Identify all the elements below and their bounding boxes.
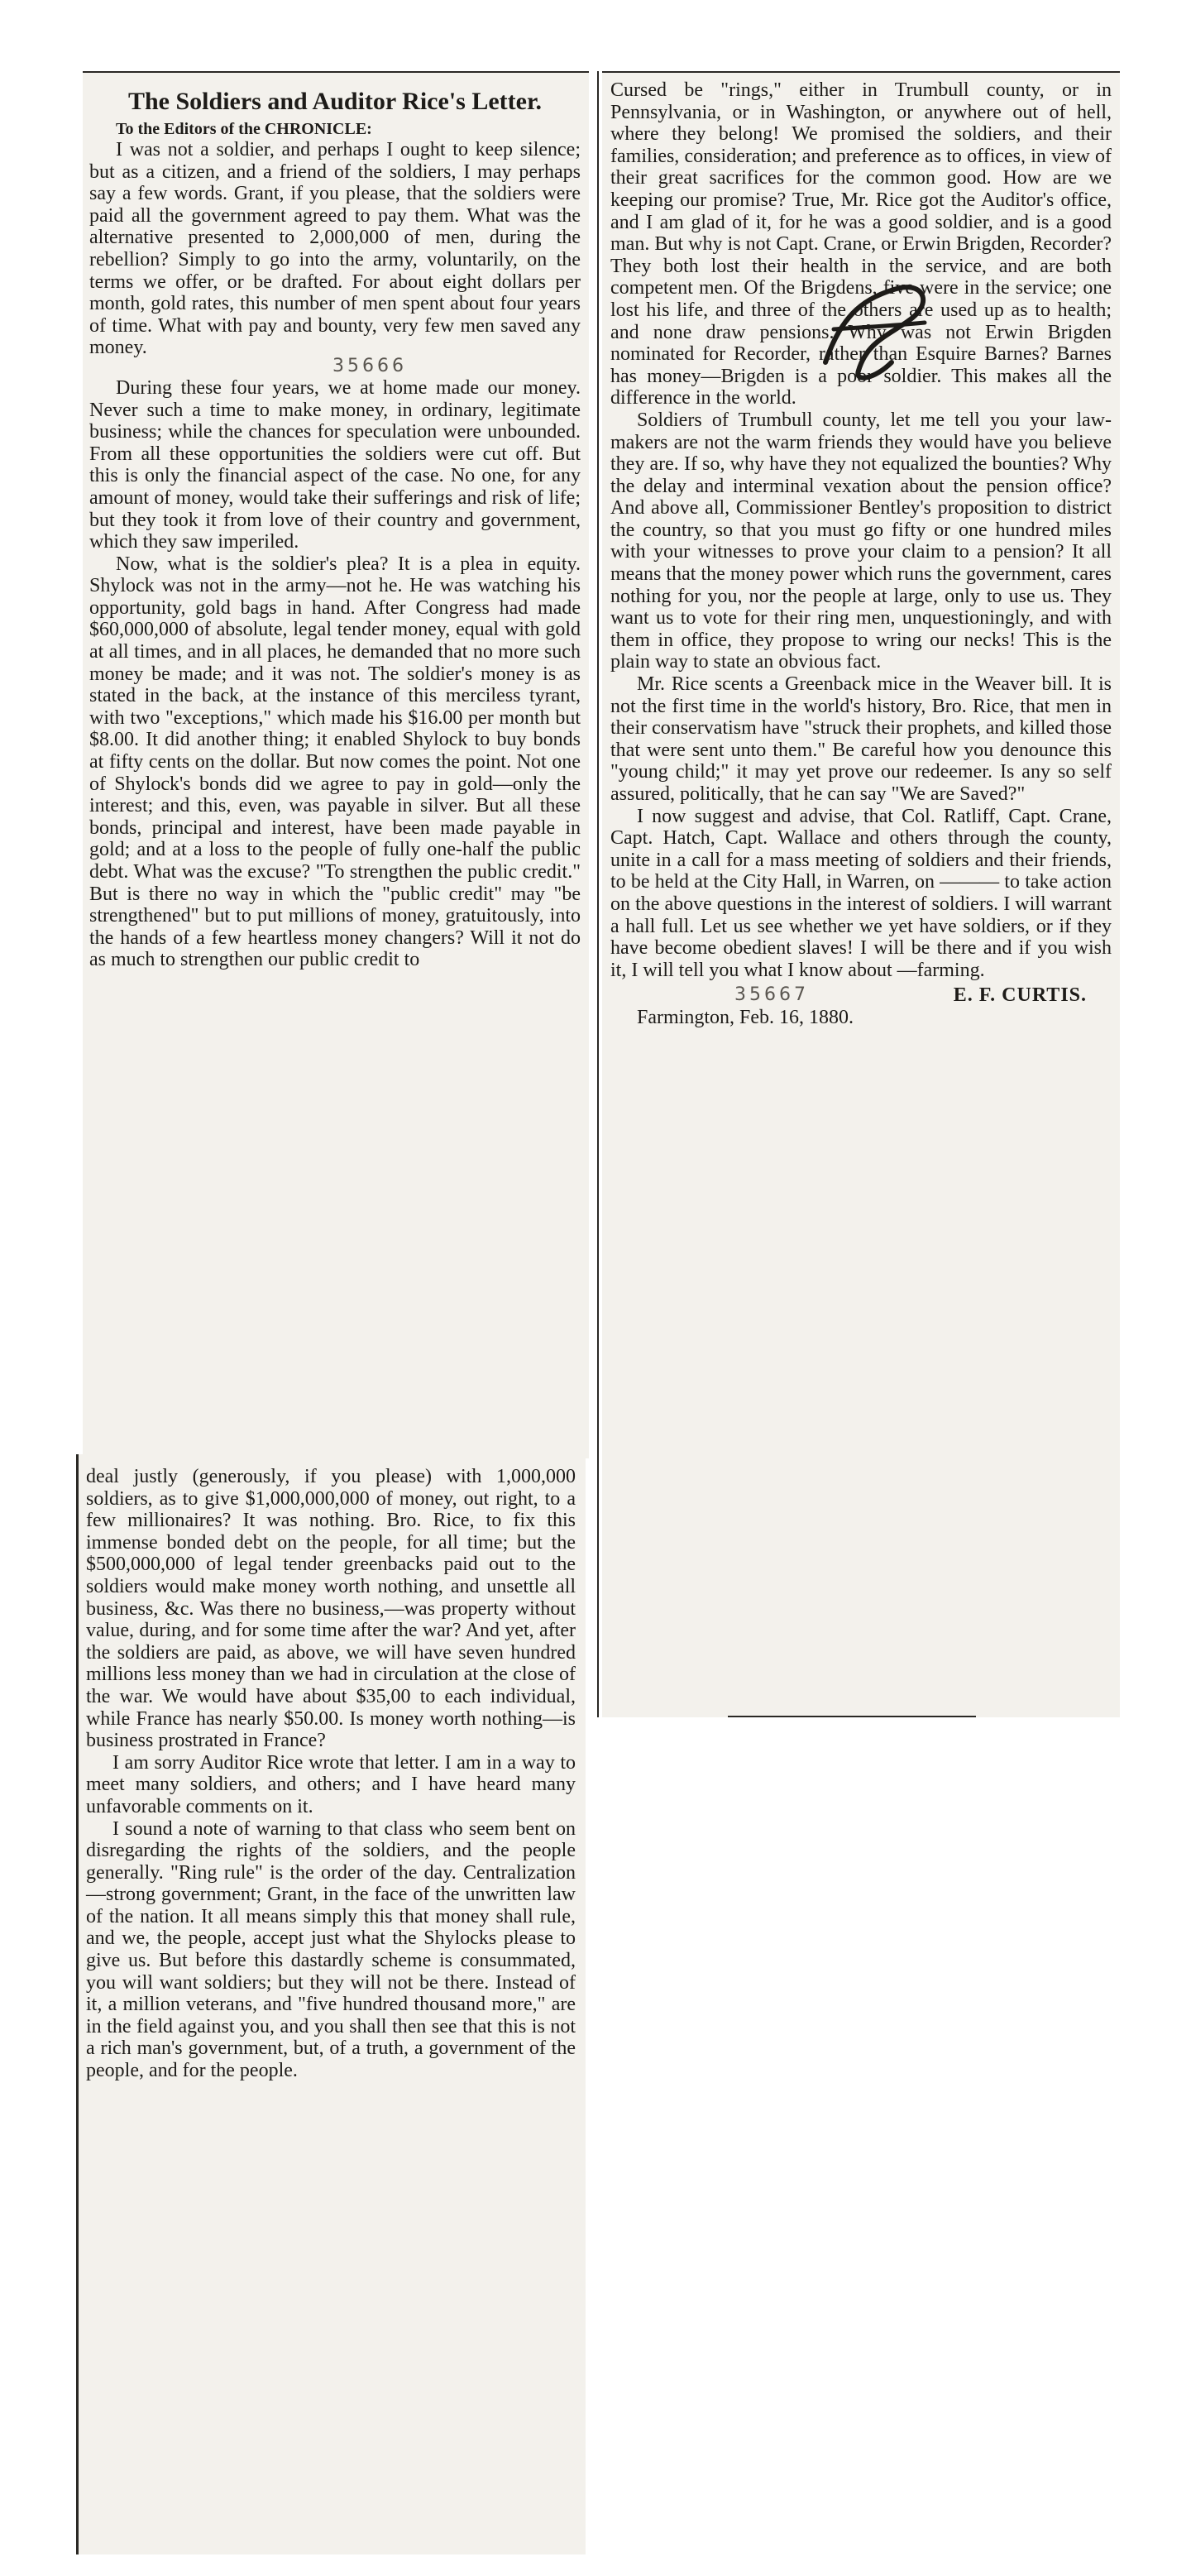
- clipping-edge-top-right: [602, 71, 1120, 73]
- article-end-rule: [728, 1716, 976, 1717]
- salutation: To the Editors of the CHRONICLE:: [116, 120, 372, 138]
- paragraph: During these four years, we at home made our money. Never such a time to make money, in ordinary, legitimate business; while the chances for speculation were unbounded. From all these opportunities the soldiers were cut off. But this is only the financial aspect of the case. No one, for any amount of money, would take their sufferings and risk of life; but they took it from love of their country and government, which they saw imperiled.: [89, 376, 581, 553]
- paragraph: I am sorry Auditor Rice wrote that letter. I am in a way to meet many soldiers, and others; and I have heard many unfavorable comments on it.: [86, 1751, 576, 1817]
- handwritten-mark-icon: [809, 263, 941, 395]
- archive-stamp: 35667: [734, 984, 809, 1006]
- clipping-edge-top-left: [83, 71, 589, 73]
- paragraph: Cursed be "rings," either in Trumbull county, or in Pennsylvania, or in Washington, or anywhere out of hell, where they belong! We promised the soldiers, and their families, consideration; and preference as to offices, in view of their great sacrifices for the common good. How are we keeping our promise? True, Mr. Rice got the Auditor's office, and I am glad of it, for he was a good soldier, and is a good man. But why is not Capt. Crane, or Erwin Brigden, Recorder? They both lost their health in the service, and are both competent men. Of the Brigdens, five were in the service; one lost his life, and three of the others are used up as to health; and none draw pensions. Why was not Erwin Brigden nominated for Recorder, rather than Esquire Barnes? Barnes has money—Brigden is a poor soldier. This makes all the difference in the world.: [610, 79, 1112, 409]
- paragraph: I now suggest and advise, that Col. Ratliff, Capt. Crane, Capt. Hatch, Capt. Wallace and others through the county, unite in a call for a mass meeting of soldiers and their friends, to be held at the City Hall, in Warren, on ——— to take action on the above questions in the interest of soldiers. I will warrant a hall full. Let us see whether we yet have soldiers, or if they have become obedient slaves! I will be there and if you wish it, I will tell you what I know about —farming.: [610, 805, 1112, 981]
- article-column-right: [602, 71, 1120, 1717]
- paragraph: Soldiers of Trumbull county, let me tell you your law-makers are not the warm friends they would have you believe they are. If so, why have they not equalized the bounties? Why the delay and interminal vexation about the pension office? And above all, Commissioner Bentley's proposition to district the country, so that you must go fifty or one hundred miles with your witnesses to prove your claim to a pension? It all means that the money power which runs the government, cares nothing for you, nor the people at large, only to use us. They want us to vote for their ring men, unquestioningly, and with them in office, they propose to wring our necks! This is the plain way to state an obvious fact.: [610, 409, 1112, 673]
- column-rule: [597, 71, 599, 1717]
- author-signature: E. F. CURTIS.: [953, 984, 1087, 1007]
- paragraph: I sound a note of warning to that class who seem bent on disregarding the rights of the soldiers, and the people generally. "Ring rule" is the order of the day. Centralization—strong government; Grant, in the face of the unwritten law of the nation. It all means simply this that money shall rule, and we, the people, accept just what the Shylocks please to give us. But before this dastardly scheme is consummated, you will want soldiers; but they will not be there. Instead of it, a million veterans, and "five hundred thousand more," are in the field against you, and you shall then see that this is not a rich man's government, but, of a truth, a government of the people, and for the people.: [86, 1817, 576, 2082]
- dateline: Farmington, Feb. 16, 1880.: [637, 1006, 854, 1028]
- signoff-row: [610, 984, 1112, 1007]
- paragraph: I was not a soldier, and perhaps I ought to keep silence; but as a citizen, and a friend of the soldiers, I may perhaps say a few words. Grant, if you please, that the soldiers were paid all the government agreed to pay them. What was the alternative presented to 2,000,000 of men, during the rebellion? Simply to go into the army, voluntarily, on the terms we offer, or be drafted. For about eight dollars per month, gold rates, this number of men spent about four years of time. What with pay and bounty, very few men saved any money.: [89, 139, 581, 359]
- article-column-left-top: [83, 71, 589, 1458]
- archive-stamp: 35666: [332, 355, 407, 376]
- paragraph: Now, what is the soldier's plea? It is a plea in equity. Shylock was not in the army—not he. He was watching his opportunity, gold bags in hand. After Congress had made $60,000,000 of absolute, legal tender money, equal with gold at all times, and in all places, he demanded that no more such money be made; and it was not. The soldier's money is as stated in the back, at the instance of this merciless tyrant, with two "exceptions," which made his $16.00 per month but $8.00. It did another thing; it enabled Shylock to buy bonds at fifty cents on the dollar. But now comes the point. Not one of Shylock's bonds did we agree to pay in gold—only the interest; and this, even, was payable in silver. But all these bonds, principal and interest, have been made payable in gold; and at a loss to the people of fully one-half the public debt. What was the excuse? "To strengthen the public credit." But is there no way in which the "public credit" may "be strengthened" but to put millions of money, gratuitously, into the hands of a few heartless money changers? Will it not do as much to strengthen our public credit to: [89, 553, 581, 971]
- article-headline: The Soldiers and Auditor Rice's Letter.: [127, 88, 543, 115]
- paragraph: deal justly (generously, if you please) with 1,000,000 soldiers, as to give $1,000,000,000 of money, out right, to a few millionaires? It was nothing. Bro. Rice, to fix this immense bonded debt on the people, for all time; but the $500,000,000 of legal tender greenbacks paid out to the soldiers would make money worth nothing, and unsettle all business, &c. Was there no business,—was property without value, during, and for some time after the war? And yet, after the soldiers are paid, as above, we will have seven hundred millions less money than we had in circulation at the close of the war. We would have about $35,00 to each individual, while France has nearly $50.00. Is money worth nothing—is business prostrated in France?: [86, 1466, 576, 1752]
- article-column-left-bottom: [76, 1454, 586, 2554]
- column-rule: [76, 1454, 79, 2554]
- paragraph: Mr. Rice scents a Greenback mice in the Weaver bill. It is not the first time in the world's history, Bro. Rice, that men in their conservatism have "struck their prophets, and killed those that were sent unto them." Be careful how you denounce this "young child;" it may yet prove our redeemer. Is any so self assured, politically, that he can say "We are Saved?": [610, 673, 1112, 805]
